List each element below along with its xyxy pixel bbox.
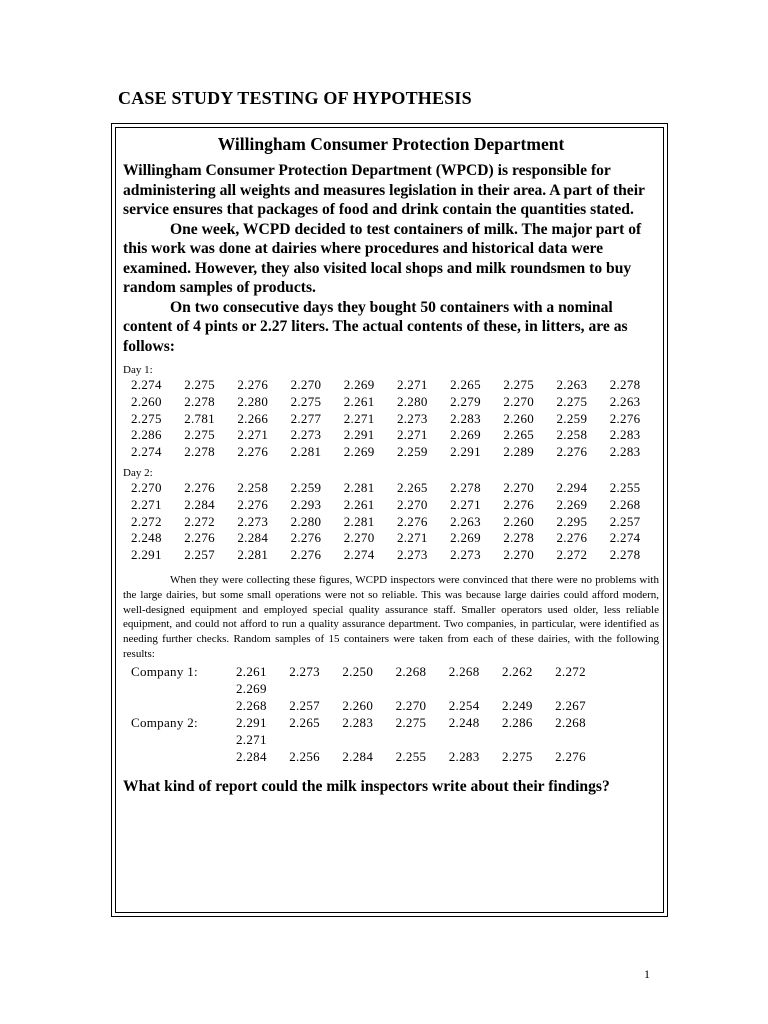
data-cell: 2.273 [450, 547, 481, 563]
data-cell: 2.276 [503, 496, 535, 512]
data-cell: 2.272 [556, 547, 588, 563]
data-cell: 2.279 [450, 393, 481, 409]
intro-paragraph-2: One week, WCPD decided to test containers of milk. The major part of this work was done at dairies where procedures and historical data were examined. However, they also visited local shops and milk roundsmen to buy random samples of products. [123, 220, 642, 296]
data-cell: 2.278 [609, 377, 641, 392]
data-cell: 2.271 [450, 496, 481, 512]
data-cell: 2.265 [450, 377, 481, 392]
page-number: 1 [644, 967, 650, 981]
data-cell: 2.277 [290, 410, 322, 426]
data-cell: 2.248 [448, 714, 480, 730]
data-cell: 2.278 [609, 547, 641, 563]
data-cell: 2.271 [131, 496, 162, 512]
data-cell: 2.266 [237, 410, 269, 426]
day1-data-table [131, 377, 659, 461]
company-2-values-1 [236, 714, 608, 748]
data-cell: 2.271 [396, 530, 428, 546]
data-cell: 2.270 [396, 496, 428, 512]
data-cell: 2.276 [290, 547, 322, 563]
data-cell: 2.283 [448, 748, 480, 764]
data-cell: 2.284 [237, 530, 269, 546]
data-cell: 2.270 [503, 547, 535, 563]
data-cell: 2.249 [501, 697, 533, 713]
data-cell: 2.276 [555, 748, 586, 764]
data-cell: 2.281 [237, 547, 269, 563]
data-cell: 2.260 [342, 697, 374, 713]
data-cell: 2.281 [290, 444, 322, 460]
document-title: CASE STUDY TESTING OF HYPOTHESIS [118, 88, 472, 108]
data-cell: 2.276 [184, 530, 215, 546]
data-cell: 2.280 [396, 393, 428, 409]
data-cell: 2.271 [236, 731, 267, 747]
data-cell: 2.283 [609, 427, 641, 443]
data-cell: 2.259 [396, 444, 428, 460]
data-cell: 2.269 [236, 680, 267, 696]
data-cell: 2.261 [343, 496, 375, 512]
data-cell: 2.254 [448, 697, 480, 713]
data-cell: 2.258 [237, 479, 269, 495]
data-cell: 2.274 [131, 377, 162, 392]
data-cell: 2.263 [450, 513, 481, 529]
data-cell: 2.283 [609, 444, 641, 460]
data-cell: 2.265 [503, 427, 535, 443]
data-cell: 2.274 [343, 547, 375, 563]
data-cell: 2.257 [184, 547, 215, 563]
data-cell: 2.268 [448, 663, 480, 679]
company-2-label: Company 2: [131, 714, 198, 730]
company-1-values-2 [236, 697, 608, 714]
data-cell: 2.295 [556, 513, 588, 529]
data-cell: 2.269 [343, 377, 375, 392]
data-cell: 2.271 [237, 427, 269, 443]
data-cell: 2.256 [289, 748, 320, 764]
data-cell: 2.263 [609, 393, 641, 409]
data-cell: 2.270 [503, 479, 535, 495]
day2-label: Day 2: [123, 466, 153, 479]
case-heading: Willingham Consumer Protection Department [217, 134, 565, 154]
data-cell: 2.281 [343, 513, 375, 529]
data-cell: 2.281 [343, 479, 375, 495]
intro-section [123, 161, 659, 356]
data-cell: 2.258 [556, 427, 588, 443]
data-cell: 2.273 [237, 513, 269, 529]
data-cell: 2.267 [555, 697, 586, 713]
data-cell: 2.272 [184, 513, 215, 529]
data-cell: 2.275 [501, 748, 533, 764]
data-cell: 2.276 [237, 377, 269, 392]
company-1-row-2 [123, 697, 659, 714]
case-box-content [123, 131, 659, 797]
data-cell: 2.276 [237, 444, 269, 460]
data-cell: 2.276 [396, 513, 428, 529]
data-cell: 2.283 [450, 410, 481, 426]
data-cell: 2.284 [342, 748, 374, 764]
data-cell: 2.275 [184, 427, 215, 443]
company-2-row-2 [123, 748, 659, 765]
data-cell: 2.280 [290, 513, 322, 529]
data-cell: 2.259 [556, 410, 588, 426]
intro-paragraph-3: On two consecutive days they bought 50 containers with a nominal content of 4 pints or 2.27 liters. The actual contents of these, in litters, are as follows: [123, 298, 628, 355]
data-cell: 2.293 [290, 496, 322, 512]
data-cell: 2.294 [556, 479, 588, 495]
data-cell: 2.268 [555, 714, 586, 730]
data-cell: 2.276 [290, 530, 322, 546]
data-cell: 2.276 [556, 444, 588, 460]
company-1-row-1 [123, 663, 659, 697]
data-cell: 2.276 [556, 530, 588, 546]
data-cell: 2.275 [395, 714, 427, 730]
data-cell: 2.270 [343, 530, 375, 546]
data-cell: 2.781 [184, 410, 215, 426]
data-cell: 2.275 [290, 393, 322, 409]
day1-label: Day 1: [123, 364, 153, 376]
data-cell: 2.280 [237, 393, 269, 409]
data-cell: 2.291 [131, 547, 162, 563]
data-cell: 2.276 [609, 410, 641, 426]
data-cell: 2.278 [184, 444, 215, 460]
data-cell: 2.265 [289, 714, 320, 730]
data-cell: 2.271 [396, 377, 428, 392]
data-cell: 2.262 [501, 663, 533, 679]
data-cell: 2.268 [236, 697, 267, 713]
intro-paragraph-1: Willingham Consumer Protection Department (WPCD) is responsible for administering all weights and measures legislation in their area. A part of their service ensures that packages of food and drink contain the quantities stated. [123, 162, 645, 218]
narrative-paragraph: When they were collecting these figures, WCPD inspectors were convinced that there were no problems with the large dairies, but some small operations were not so reliable. This was because large dairies could afford modern, well-designed equipment and employed special quality assurance staff. Smaller operators used older, less reliable equipment, and could not afford to run a quality assurance department. Two companies, in particular, were identified as needing further checks. Random samples of 15 containers were taken from each of these dairies, with the following results: [123, 573, 659, 660]
data-cell: 2.270 [290, 377, 322, 392]
data-cell: 2.263 [556, 377, 588, 392]
company-samples [123, 663, 659, 765]
data-cell: 2.283 [342, 714, 374, 730]
data-cell: 2.269 [450, 427, 481, 443]
data-cell: 2.274 [131, 444, 162, 460]
question-text: What kind of report could the milk inspectors write about their findings? [123, 777, 610, 795]
data-cell: 2.284 [236, 748, 267, 764]
data-cell: 2.275 [184, 377, 215, 392]
data-cell: 2.255 [395, 748, 427, 764]
company-2-values-2 [236, 748, 608, 765]
data-cell: 2.257 [289, 697, 320, 713]
data-cell: 2.270 [395, 697, 427, 713]
data-cell: 2.248 [131, 530, 162, 546]
data-cell: 2.269 [450, 530, 481, 546]
data-cell: 2.269 [556, 496, 588, 512]
data-cell: 2.291 [236, 714, 267, 730]
data-cell: 2.260 [503, 410, 535, 426]
data-cell: 2.261 [236, 663, 267, 679]
data-cell: 2.260 [131, 393, 162, 409]
data-cell: 2.271 [396, 427, 428, 443]
data-cell: 2.275 [503, 377, 535, 392]
data-cell: 2.250 [342, 663, 374, 679]
data-cell: 2.273 [289, 663, 320, 679]
data-cell: 2.268 [395, 663, 427, 679]
data-cell: 2.257 [609, 513, 641, 529]
data-cell: 2.276 [237, 496, 269, 512]
data-cell: 2.272 [131, 513, 162, 529]
company-2-row-1 [123, 714, 659, 748]
data-cell: 2.278 [184, 393, 215, 409]
data-cell: 2.272 [555, 663, 586, 679]
data-cell: 2.273 [396, 410, 428, 426]
data-cell: 2.278 [450, 479, 481, 495]
data-cell: 2.270 [503, 393, 535, 409]
data-cell: 2.286 [131, 427, 162, 443]
data-cell: 2.276 [184, 479, 215, 495]
data-cell: 2.268 [609, 496, 641, 512]
data-cell: 2.271 [343, 410, 375, 426]
data-cell: 2.274 [609, 530, 641, 546]
data-cell: 2.255 [609, 479, 641, 495]
data-cell: 2.261 [343, 393, 375, 409]
data-cell: 2.265 [396, 479, 428, 495]
data-cell: 2.291 [343, 427, 375, 443]
data-cell: 2.275 [131, 410, 162, 426]
data-cell: 2.260 [503, 513, 535, 529]
company-1-label: Company 1: [131, 663, 198, 679]
data-cell: 2.286 [501, 714, 533, 730]
data-cell: 2.259 [290, 479, 322, 495]
data-cell: 2.284 [184, 496, 215, 512]
company-1-values-1 [236, 663, 608, 697]
data-cell: 2.273 [396, 547, 428, 563]
data-cell: 2.289 [503, 444, 535, 460]
day2-data-table [131, 480, 659, 564]
data-cell: 2.270 [131, 479, 162, 495]
data-cell: 2.278 [503, 530, 535, 546]
data-cell: 2.273 [290, 427, 322, 443]
data-cell: 2.291 [450, 444, 481, 460]
data-cell: 2.275 [556, 393, 588, 409]
data-cell: 2.269 [343, 444, 375, 460]
